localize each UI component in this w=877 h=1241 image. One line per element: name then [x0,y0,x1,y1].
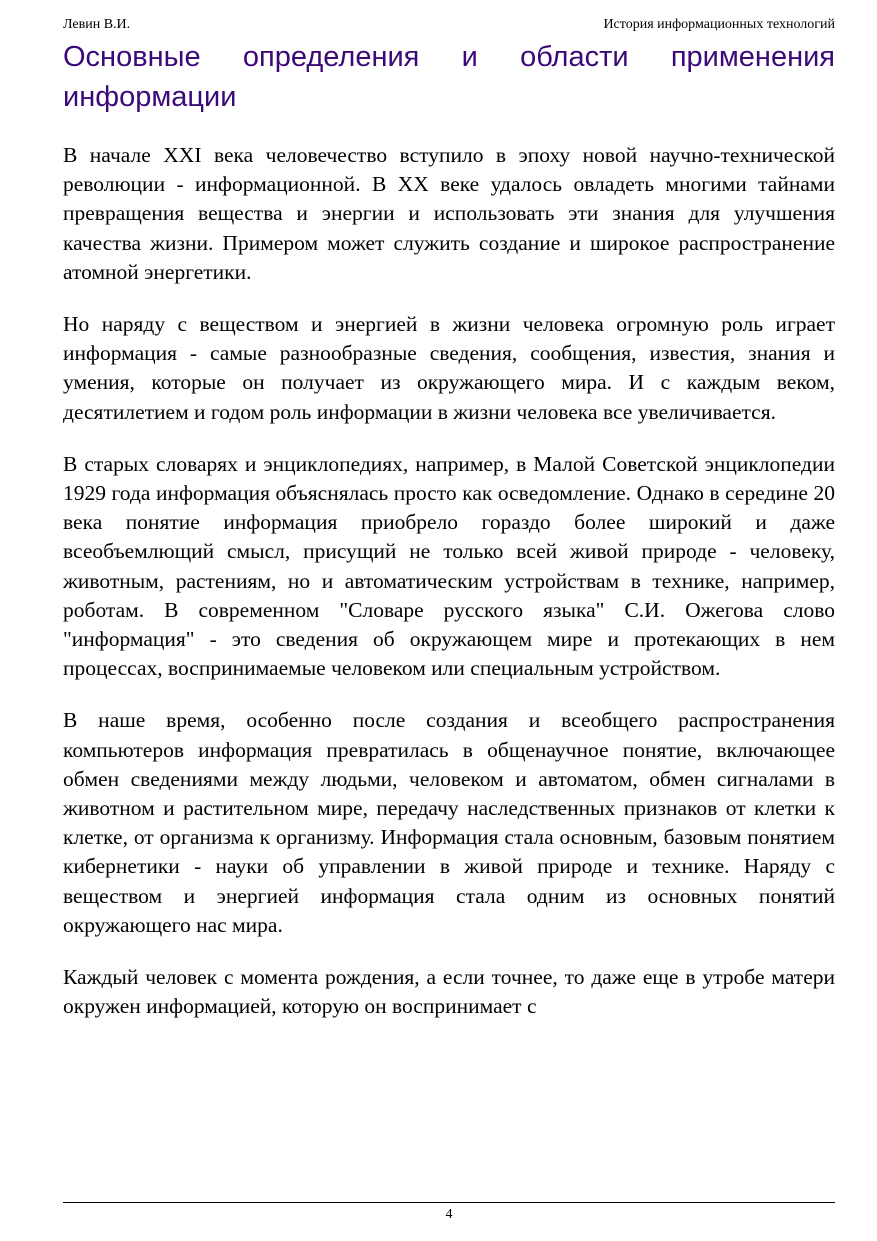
body-text [63,141,835,1021]
paragraph: Но наряду с веществом и энергией в жизни человека огромную роль играет информация - самые разнообразные сведения, сообщения, известия, знания и умения, которые он получает из окружающего мира. И с каждым веком, десятилетием и годом роль информации в жизни человека все увеличивается. [63,312,835,424]
header-author: Левин В.И. [63,17,131,32]
paragraph: В начале XXI века человечество вступило в эпоху новой научно-технической революции - информационной. В XX веке удалось овладеть многими тайнами превращения вещества и энергии и использовать эти знания для улучшения качества жизни. Примером может служить создание и широкое распространение атомной энергетики. [63,143,835,284]
paragraph: В старых словарях и энциклопедиях, например, в Малой Советской энциклопедии 1929 года информация объяснялась просто как осведомление. Однако в середине 20 века понятие информация приобрело гораздо более широкий и даже всеобъемлющий смысл, присущий не только всей живой природе - человеку, животным, растениям, но и автоматическим устройствам в технике, например, роботам. В современном "Словаре русского языка" С.И. Ожегова слово "информация" - это сведения об окружающем мире и протекающих в нем процессах, воспринимаемые человеком или специальным устройством. [63,451,835,681]
paragraph: Каждый человек с момента рождения, а если точнее, то даже еще в утробе матери окружен информацией, которую он воспринимает с [63,965,835,1019]
paragraph: В наше время, особенно после создания и всеобщего распространения компьютеров информация превратилась в общенаучное понятие, включающее обмен сведениями между людьми, человеком и автоматом, обмен сигналами в животном и растительном мире, передачу наследственных признаков от клетки к клетке, от организма к организму. Информация стала основным, базовым понятием кибернетики - науки об управлении в живой природе и технике. Наряду с веществом и энергией информация стала одним из основных понятий окружающего нас мира. [63,708,835,937]
header-book-title: История информационных технологий [603,17,835,32]
section-title: Основные определения и области применения информации [63,41,835,113]
running-header [63,15,835,35]
footer-divider [63,1202,835,1203]
document-page [63,0,835,1241]
page-number: 4 [445,1207,453,1222]
